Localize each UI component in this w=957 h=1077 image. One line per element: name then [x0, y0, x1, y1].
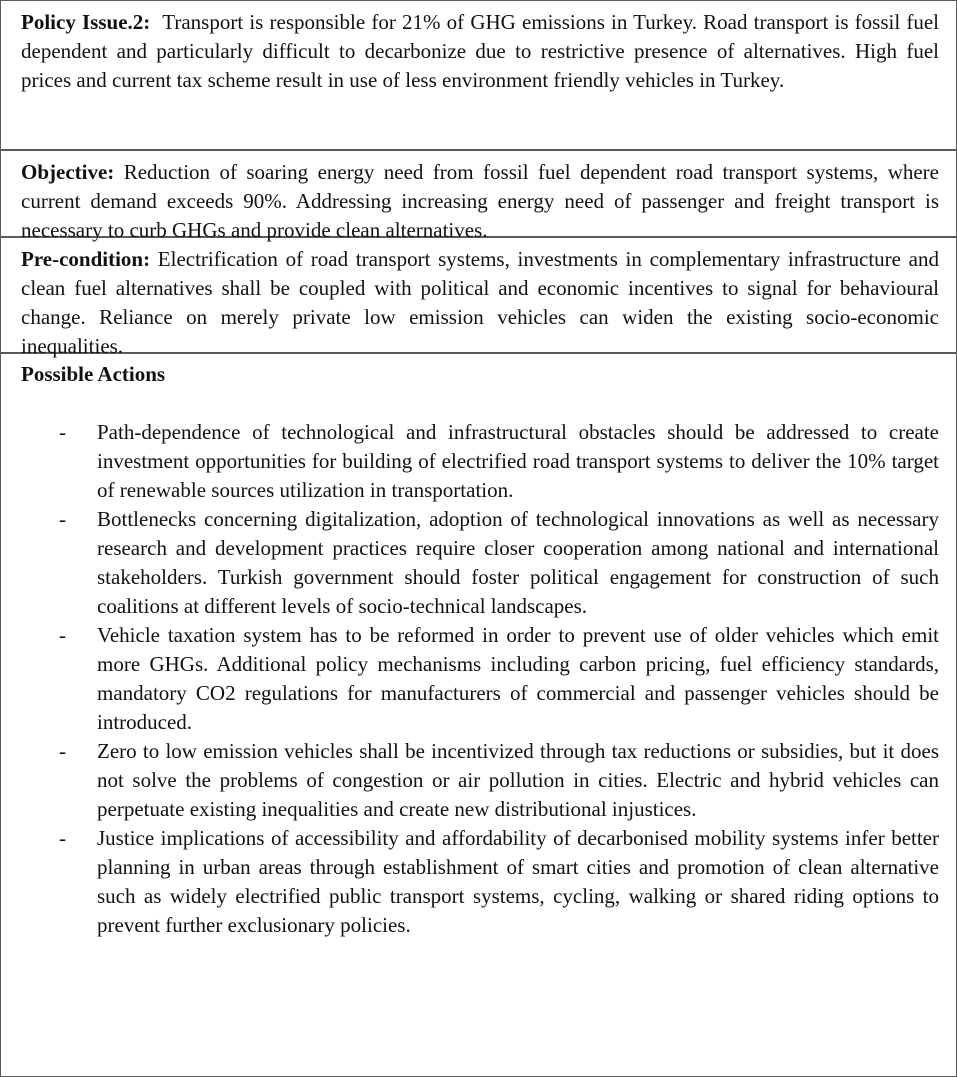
action-item — [21, 621, 939, 737]
possible-actions-section — [1, 353, 956, 940]
policy-issue-paragraph — [21, 8, 939, 95]
policy-issue-section — [1, 1, 956, 150]
policy-issue-text: Transport is responsible for 21% of GHG emissions in Turkey. Road transport is fossil fuel dependent and particularly difficult to decarbonize due to restrictive presence of alternatives. High fuel prices and current tax scheme result in use of less environment friendly vehicles in Turkey. — [21, 10, 939, 92]
action-item — [21, 824, 939, 940]
possible-actions-heading: Possible Actions — [21, 362, 166, 386]
action-item — [21, 505, 939, 621]
action-item-text: Path-dependence of technological and infrastructural obstacles should be addressed to create investment opportunities for building of electrified road transport systems to deliver the 10% target of renewable sources utilization in transportation. — [97, 420, 939, 502]
action-item-text: Justice implications of accessibility and affordability of decarbonised mobility systems infer better planning in urban areas through establishment of smart cities and promotion of clean alternative such as widely electrified public transport systems, cycling, walking or shared riding options to prevent further exclusionary policies. — [97, 826, 939, 937]
action-item-text: Bottlenecks concerning digitalization, adoption of technological innovations as well as necessary research and development practices require closer cooperation among national and international stakeholders. Turkish government should foster political engagement for construction of such coalitions at different levels of socio-technical landscapes. — [97, 507, 939, 618]
bullet-dash: - — [59, 739, 66, 763]
precondition-section — [1, 237, 956, 358]
objective-paragraph — [21, 158, 939, 245]
policy-issue-label: Policy Issue.2: — [21, 10, 151, 34]
bullet-dash: - — [59, 420, 66, 444]
action-item — [21, 418, 939, 505]
bullet-dash: - — [59, 507, 66, 531]
objective-text: Reduction of soaring energy need from fossil fuel dependent road transport systems, where current demand exceeds 90%. Addressing increasing energy need of passenger and freight transport is necessary to curb GHGs and provide clean alternatives. — [21, 160, 940, 242]
precondition-paragraph — [21, 245, 939, 361]
possible-actions-list — [21, 418, 939, 940]
action-item-text: Zero to low emission vehicles shall be incentivized through tax reductions or subsidies, but it does not solve the problems of congestion or air pollution in cities. Electric and hybrid vehicles can perpetuate existing inequalities and create new distributional injustices. — [97, 739, 939, 821]
action-item — [21, 737, 939, 824]
precondition-text: Electrification of road transport systems, investments in complementary infrastructure and clean fuel alternatives shall be coupled with political and economic incentives to signal for behavioural change. Reliance on merely private low emission vehicles can widen the existing socio-economic inequalities. — [21, 247, 939, 358]
action-item-text: Vehicle taxation system has to be reformed in order to prevent use of older vehicles which emit more GHGs. Additional policy mechanisms including carbon pricing, fuel efficiency standards, mandatory CO2 regulations for manufacturers of commercial and passenger vehicles should be introduced. — [97, 623, 939, 734]
precondition-label: Pre-condition: — [21, 247, 151, 271]
objective-label: Objective: — [21, 160, 115, 184]
bullet-dash: - — [59, 826, 66, 850]
objective-section — [1, 150, 956, 242]
bullet-dash: - — [59, 623, 66, 647]
